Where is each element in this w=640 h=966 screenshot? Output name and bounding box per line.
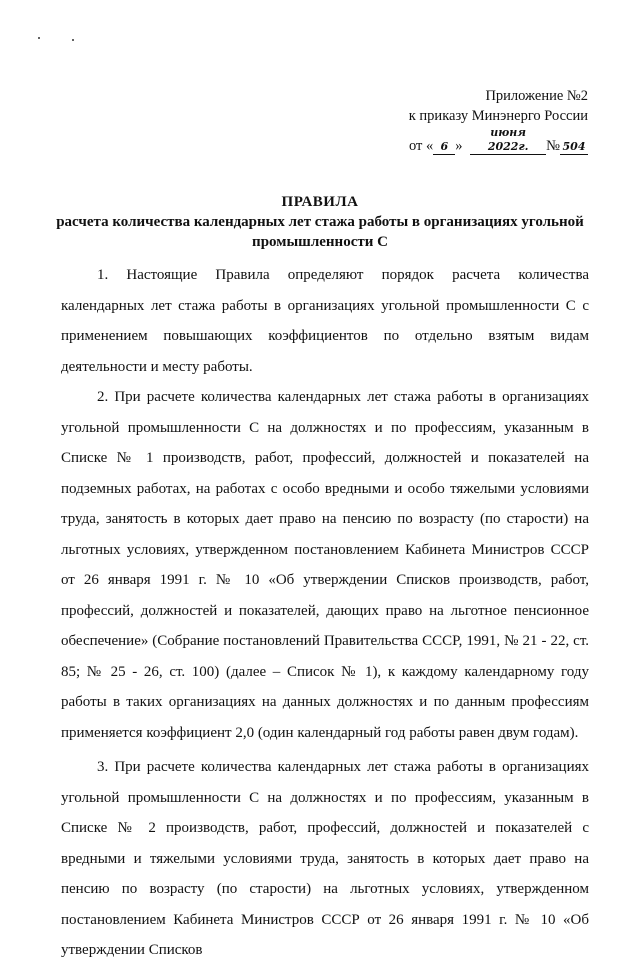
title-subtitle: расчета количества календарных лет стажа работы в организациях угольной промышленности С xyxy=(56,214,584,250)
appendix-header xyxy=(388,86,588,156)
date-close-quote: » xyxy=(455,138,463,154)
scan-speck xyxy=(72,39,74,41)
title-main: ПРАВИЛА xyxy=(281,194,359,210)
scan-speck xyxy=(38,37,40,39)
paragraph-3: 3. При расчете количества календарных лет стажа работы в организациях угольной промышленности С на должностях и по профессиям, указанным в Списке № 2 производств, работ, профессий, должностей и показателей с вредными и тяжелыми условиями труда, занятость в которых дает право на пенсию по возрасту (по старости) на льготных условиях, утвержденном постановлением Кабинета Министров СССР от 26 января 1991 г. № 10 «Об утверждении Списков xyxy=(61,759,589,958)
date-prefix: от « xyxy=(409,138,434,154)
appendix-number: Приложение №2 xyxy=(485,88,588,104)
document-body xyxy=(61,260,589,966)
order-number: 504 xyxy=(560,140,588,155)
order-date-line xyxy=(388,126,588,156)
order-reference: к приказу Минэнерго России xyxy=(408,108,588,124)
paragraph-1: 1. Настоящие Правила определяют порядок расчета количества календарных лет стажа работы в организациях угольной промышленности С с применением повышающих коэффициентов по отдельно взятым видам деятельности и месту работы. xyxy=(61,267,589,375)
order-month-year: июня 2022г. xyxy=(470,126,546,155)
document-title xyxy=(40,192,600,252)
order-day: 6 xyxy=(433,140,455,155)
paragraph-2: 2. При расчете количества календарных лет стажа работы в организациях угольной промышленности С на должностях и по профессиям, указанным в Списке № 1 производств, работ, профессий, должностей и показателей на подземных работах, на работах с особо вредными и особо тяжелыми условиями труда, занятость в которых дает право на пенсию по возрасту (по старости) на льготных условиях, утвержденном постановлением Кабинета Министров СССР от 26 января 1991 г. № 10 «Об утверждении Списков производств, работ, профессий, должностей и показателей, дающих право на льготное пенсионное обеспечение» (Собрание постановлений Правительства СССР, 1991, № 21 - 22, ст. 85; № 25 - 26, ст. 100) (далее – Список № 1), к каждому календарному году работы в таких организациях на данных должностях и по данным профессиям применяется коэффициент 2,0 (один календарный год работы равен двум годам). xyxy=(61,389,589,741)
number-label: № xyxy=(546,138,560,154)
